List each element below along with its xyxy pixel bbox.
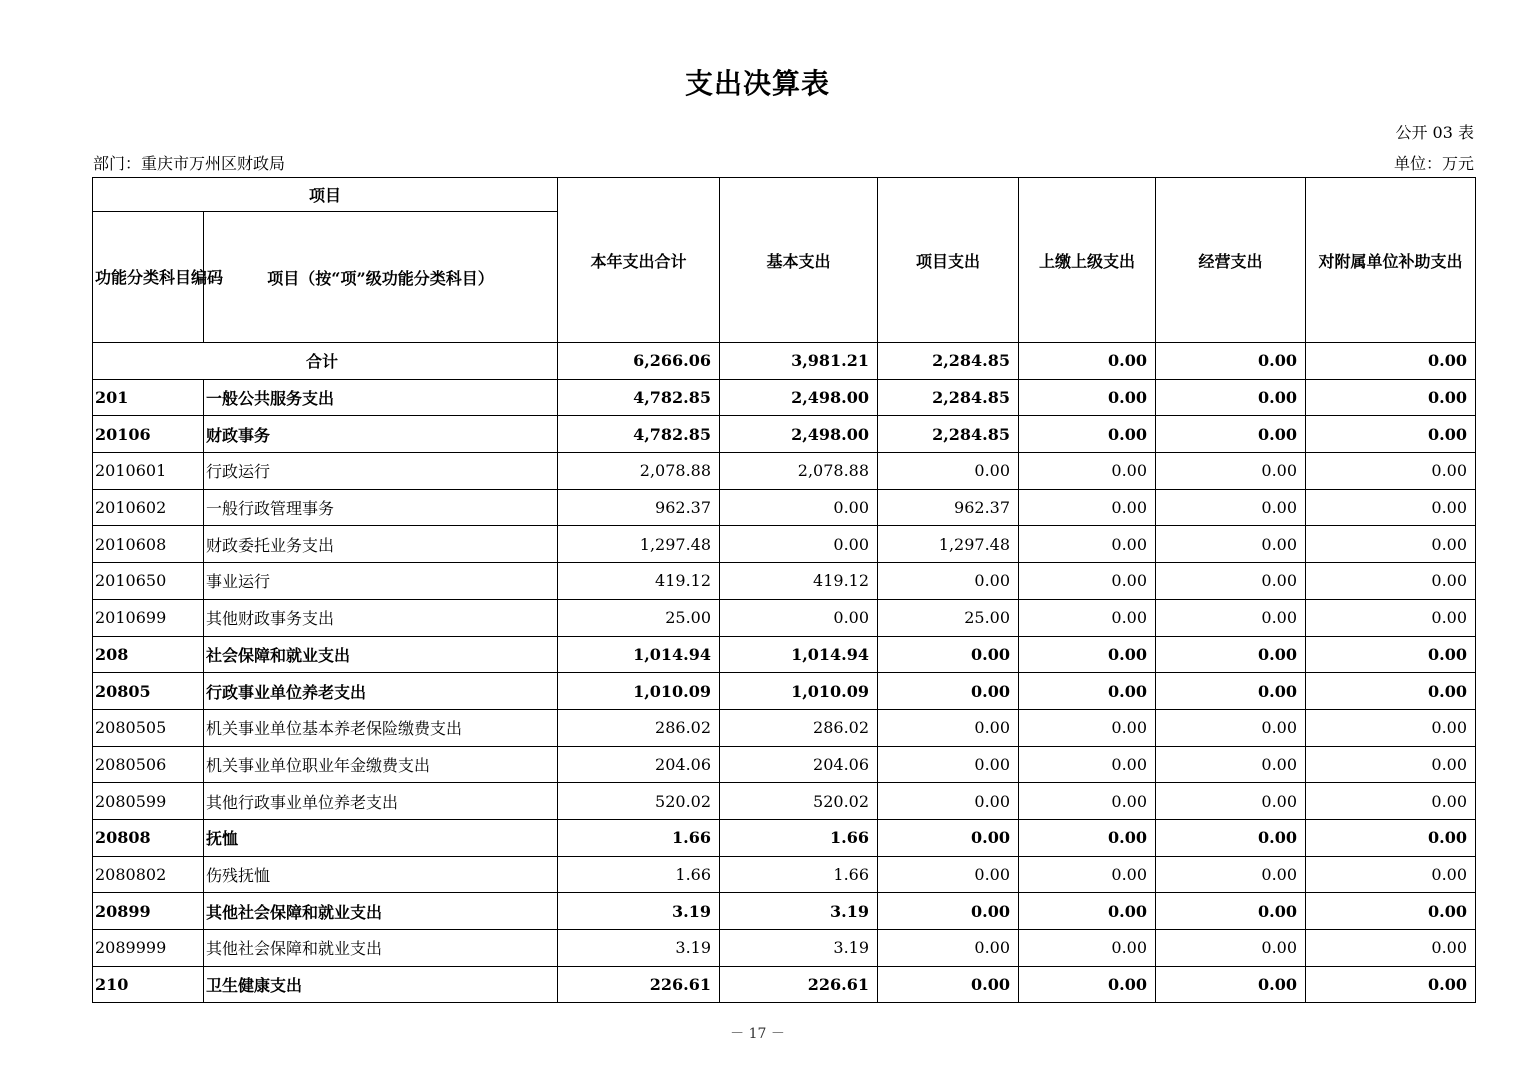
- table-row: [93, 416, 1476, 453]
- upper-cell: 0.00: [1019, 966, 1156, 1003]
- project-cell: 0.00: [878, 783, 1019, 820]
- total-label: 合计: [93, 343, 558, 380]
- code-cell: 201: [93, 379, 204, 416]
- header-upper: 上缴上级支出: [1019, 178, 1156, 343]
- name-cell: 抚恤: [204, 819, 558, 856]
- code-cell: 2080802: [93, 856, 204, 893]
- total-cell: 4,782.85: [558, 379, 720, 416]
- subsidy-cell: 0.00: [1306, 819, 1476, 856]
- business-cell: 0.00: [1156, 709, 1306, 746]
- upper-cell: 0.00: [1019, 489, 1156, 526]
- project-cell: 0.00: [878, 819, 1019, 856]
- upper-cell: 0.00: [1019, 526, 1156, 563]
- upper-cell: 0.00: [1019, 453, 1156, 490]
- header-project: 项目支出: [878, 178, 1019, 343]
- basic-cell: 419.12: [720, 563, 878, 600]
- business-cell: 0.00: [1156, 489, 1306, 526]
- name-cell: 社会保障和就业支出: [204, 636, 558, 673]
- name-cell: 其他财政事务支出: [204, 599, 558, 636]
- code-cell: 2080506: [93, 746, 204, 783]
- basic-cell: 1.66: [720, 819, 878, 856]
- basic-cell: 1,014.94: [720, 636, 878, 673]
- upper-cell: 0.00: [1019, 563, 1156, 600]
- total-cell: 6,266.06: [558, 343, 720, 380]
- business-cell: 0.00: [1156, 819, 1306, 856]
- code-cell: 20899: [93, 893, 204, 930]
- total-cell: 25.00: [558, 599, 720, 636]
- name-cell: 行政运行: [204, 453, 558, 490]
- basic-cell: 520.02: [720, 783, 878, 820]
- business-cell: 0.00: [1156, 930, 1306, 967]
- business-cell: 0.00: [1156, 636, 1306, 673]
- basic-cell: 0.00: [720, 526, 878, 563]
- total-cell: 520.02: [558, 783, 720, 820]
- upper-cell: 0.00: [1019, 379, 1156, 416]
- code-cell: 2080505: [93, 709, 204, 746]
- code-cell: 20808: [93, 819, 204, 856]
- business-cell: 0.00: [1156, 856, 1306, 893]
- header-name: 项目（按“项”级功能分类科目）: [204, 212, 558, 343]
- upper-cell: 0.00: [1019, 709, 1156, 746]
- total-cell: 962.37: [558, 489, 720, 526]
- code-cell: 2010608: [93, 526, 204, 563]
- table-row: [93, 893, 1476, 930]
- business-cell: 0.00: [1156, 416, 1306, 453]
- expenditure-table: [92, 177, 1476, 1003]
- basic-cell: 2,498.00: [720, 379, 878, 416]
- basic-cell: 2,078.88: [720, 453, 878, 490]
- table-code: 公开 03 表: [1395, 123, 1474, 142]
- business-cell: 0.00: [1156, 453, 1306, 490]
- total-cell: 1.66: [558, 819, 720, 856]
- table-row: [93, 526, 1476, 563]
- business-cell: 0.00: [1156, 783, 1306, 820]
- business-cell: 0.00: [1156, 893, 1306, 930]
- basic-cell: 0.00: [720, 489, 878, 526]
- project-cell: 0.00: [878, 930, 1019, 967]
- project-cell: 2,284.85: [878, 416, 1019, 453]
- total-upper-cell: 0.00: [1019, 343, 1156, 380]
- name-cell: 其他社会保障和就业支出: [204, 893, 558, 930]
- subsidy-cell: 0.00: [1306, 930, 1476, 967]
- total-row: [93, 343, 1476, 380]
- header-subsidy: 对附属单位补助支出: [1306, 178, 1476, 343]
- total-project-cell: 2,284.85: [878, 343, 1019, 380]
- subsidy-cell: 0.00: [1306, 489, 1476, 526]
- total-cell: 419.12: [558, 563, 720, 600]
- project-cell: 0.00: [878, 636, 1019, 673]
- table-row: [93, 563, 1476, 600]
- name-cell: 其他行政事业单位养老支出: [204, 783, 558, 820]
- upper-cell: 0.00: [1019, 599, 1156, 636]
- project-cell: 962.37: [878, 489, 1019, 526]
- name-cell: 机关事业单位基本养老保险缴费支出: [204, 709, 558, 746]
- project-cell: 0.00: [878, 966, 1019, 1003]
- total-cell: 3.19: [558, 893, 720, 930]
- total-cell: 3.19: [558, 930, 720, 967]
- table-row: [93, 930, 1476, 967]
- page-title: 支出决算表: [684, 67, 830, 100]
- header-code: 功能分类科目编码: [93, 212, 204, 343]
- name-cell: 卫生健康支出: [204, 966, 558, 1003]
- header-project-group: 项目: [93, 178, 558, 212]
- name-cell: 财政委托业务支出: [204, 526, 558, 563]
- subsidy-cell: 0.00: [1306, 893, 1476, 930]
- subsidy-cell: 0.00: [1306, 673, 1476, 710]
- business-cell: 0.00: [1156, 746, 1306, 783]
- department-label: 部门：重庆市万州区财政局: [93, 154, 286, 173]
- upper-cell: 0.00: [1019, 636, 1156, 673]
- basic-cell: 226.61: [720, 966, 878, 1003]
- basic-cell: 204.06: [720, 746, 878, 783]
- table-row: [93, 379, 1476, 416]
- subsidy-cell: 0.00: [1306, 599, 1476, 636]
- table-row: [93, 599, 1476, 636]
- total-cell: 286.02: [558, 709, 720, 746]
- basic-cell: 3.19: [720, 893, 878, 930]
- code-cell: 208: [93, 636, 204, 673]
- table-row: [93, 673, 1476, 710]
- basic-cell: 1.66: [720, 856, 878, 893]
- unit-label: 单位：万元: [1393, 154, 1474, 173]
- subsidy-cell: 0.00: [1306, 563, 1476, 600]
- subsidy-cell: 0.00: [1306, 416, 1476, 453]
- code-cell: 2089999: [93, 930, 204, 967]
- business-cell: 0.00: [1156, 379, 1306, 416]
- code-cell: 2080599: [93, 783, 204, 820]
- project-cell: 0.00: [878, 709, 1019, 746]
- name-cell: 财政事务: [204, 416, 558, 453]
- name-cell: 伤残抚恤: [204, 856, 558, 893]
- subsidy-cell: 0.00: [1306, 746, 1476, 783]
- basic-cell: 3.19: [720, 930, 878, 967]
- upper-cell: 0.00: [1019, 930, 1156, 967]
- total-cell: 1.66: [558, 856, 720, 893]
- basic-cell: 0.00: [720, 599, 878, 636]
- table-row: [93, 709, 1476, 746]
- project-cell: 0.00: [878, 673, 1019, 710]
- table-body: [93, 343, 1476, 1003]
- table-row: [93, 783, 1476, 820]
- basic-cell: 286.02: [720, 709, 878, 746]
- business-cell: 0.00: [1156, 563, 1306, 600]
- subsidy-cell: 0.00: [1306, 709, 1476, 746]
- code-cell: 210: [93, 966, 204, 1003]
- business-cell: 0.00: [1156, 966, 1306, 1003]
- code-cell: 20106: [93, 416, 204, 453]
- table-row: [93, 856, 1476, 893]
- upper-cell: 0.00: [1019, 893, 1156, 930]
- subsidy-cell: 0.00: [1306, 966, 1476, 1003]
- name-cell: 其他社会保障和就业支出: [204, 930, 558, 967]
- total-basic-cell: 3,981.21: [720, 343, 878, 380]
- name-cell: 事业运行: [204, 563, 558, 600]
- total-cell: 2,078.88: [558, 453, 720, 490]
- table-row: [93, 966, 1476, 1003]
- code-cell: 2010601: [93, 453, 204, 490]
- name-cell: 行政事业单位养老支出: [204, 673, 558, 710]
- subsidy-cell: 0.00: [1306, 783, 1476, 820]
- project-cell: 1,297.48: [878, 526, 1019, 563]
- total-cell: 204.06: [558, 746, 720, 783]
- business-cell: 0.00: [1156, 526, 1306, 563]
- code-cell: 2010650: [93, 563, 204, 600]
- table-row: [93, 746, 1476, 783]
- table-row: [93, 636, 1476, 673]
- upper-cell: 0.00: [1019, 819, 1156, 856]
- subsidy-cell: 0.00: [1306, 526, 1476, 563]
- code-cell: 2010602: [93, 489, 204, 526]
- page-number: － 17 －: [730, 1026, 785, 1042]
- table-row: [93, 489, 1476, 526]
- subsidy-cell: 0.00: [1306, 856, 1476, 893]
- subsidy-cell: 0.00: [1306, 453, 1476, 490]
- project-cell: 0.00: [878, 453, 1019, 490]
- name-cell: 机关事业单位职业年金缴费支出: [204, 746, 558, 783]
- business-cell: 0.00: [1156, 673, 1306, 710]
- code-cell: 2010699: [93, 599, 204, 636]
- upper-cell: 0.00: [1019, 783, 1156, 820]
- basic-cell: 1,010.09: [720, 673, 878, 710]
- project-cell: 0.00: [878, 856, 1019, 893]
- project-cell: 0.00: [878, 563, 1019, 600]
- code-cell: 20805: [93, 673, 204, 710]
- header-business: 经营支出: [1156, 178, 1306, 343]
- total-cell: 4,782.85: [558, 416, 720, 453]
- total-business-cell: 0.00: [1156, 343, 1306, 380]
- basic-cell: 2,498.00: [720, 416, 878, 453]
- project-cell: 2,284.85: [878, 379, 1019, 416]
- total-cell: 1,014.94: [558, 636, 720, 673]
- header-basic: 基本支出: [720, 178, 878, 343]
- business-cell: 0.00: [1156, 599, 1306, 636]
- upper-cell: 0.00: [1019, 673, 1156, 710]
- total-cell: 1,297.48: [558, 526, 720, 563]
- project-cell: 0.00: [878, 746, 1019, 783]
- name-cell: 一般行政管理事务: [204, 489, 558, 526]
- total-subsidy-cell: 0.00: [1306, 343, 1476, 380]
- upper-cell: 0.00: [1019, 856, 1156, 893]
- header-total: 本年支出合计: [558, 178, 720, 343]
- upper-cell: 0.00: [1019, 416, 1156, 453]
- project-cell: 25.00: [878, 599, 1019, 636]
- total-cell: 1,010.09: [558, 673, 720, 710]
- upper-cell: 0.00: [1019, 746, 1156, 783]
- subsidy-cell: 0.00: [1306, 636, 1476, 673]
- project-cell: 0.00: [878, 893, 1019, 930]
- total-cell: 226.61: [558, 966, 720, 1003]
- table-row: [93, 819, 1476, 856]
- name-cell: 一般公共服务支出: [204, 379, 558, 416]
- subsidy-cell: 0.00: [1306, 379, 1476, 416]
- table-row: [93, 453, 1476, 490]
